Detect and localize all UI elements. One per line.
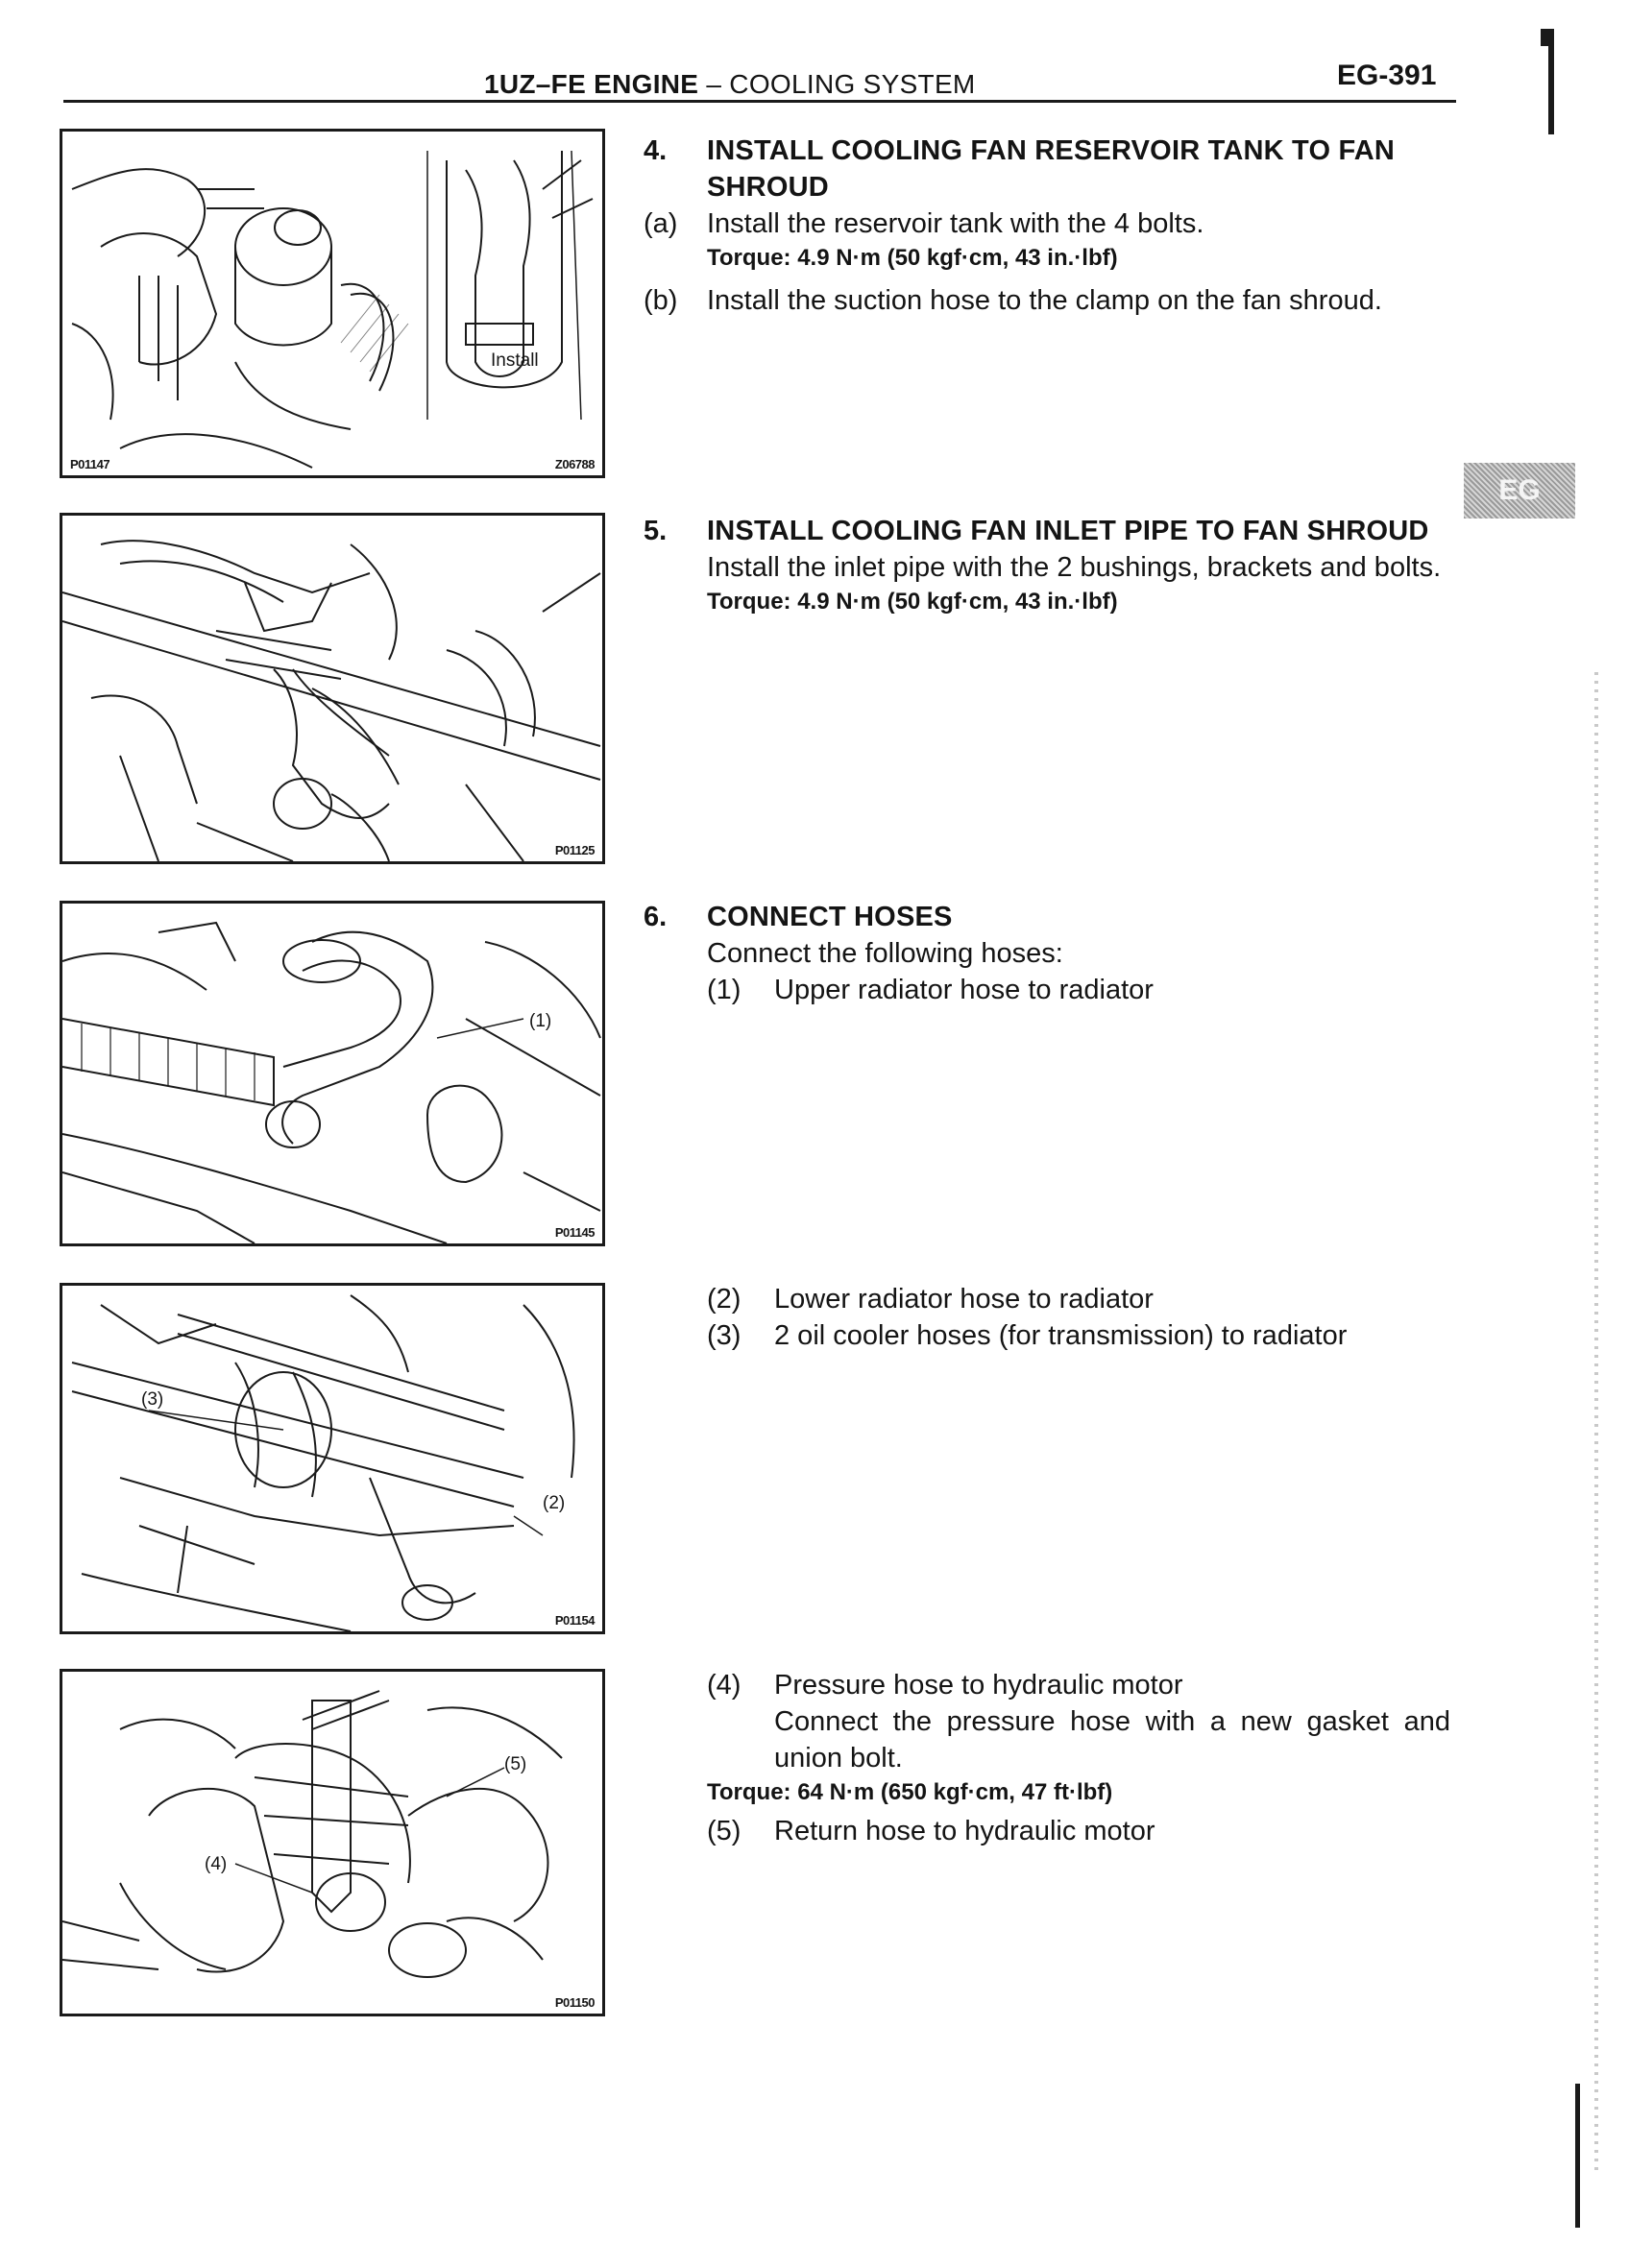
callout-2: (2) <box>543 1493 566 1513</box>
step-number: 6. <box>644 902 668 932</box>
step-6-items-2-3 <box>644 1281 1450 1354</box>
figure-code-left: P01147 <box>70 457 110 471</box>
title-engine: 1UZ–FE ENGINE <box>484 69 699 99</box>
torque-spec: Torque: 4.9 N·m (50 kgf·cm, 43 in.·lbf) <box>707 245 1118 271</box>
figure-code: P01145 <box>554 1225 595 1240</box>
figure-inlet-pipe <box>60 513 605 864</box>
figure-reservoir-tank <box>60 129 605 478</box>
substep-label: (b) <box>644 285 678 316</box>
section-tab: EG <box>1464 463 1575 519</box>
step-intro: Connect the following hoses: <box>707 938 1063 969</box>
callout-3: (3) <box>141 1389 164 1410</box>
bottom-edge-mark <box>1575 2084 1580 2228</box>
page-title <box>484 69 976 100</box>
torque-spec: Torque: 64 N·m (650 kgf·cm, 47 ft·lbf) <box>707 1779 1113 1805</box>
figure-upper-hose <box>60 901 605 1246</box>
title-section: – COOLING SYSTEM <box>698 69 976 99</box>
step-heading: INSTALL COOLING FAN RESERVOIR TANK TO FAN SHROUD <box>707 135 1396 203</box>
item-text: Lower radiator hose to radiator <box>774 1284 1154 1315</box>
figure-hydraulic-motor <box>60 1669 605 2016</box>
step-6 <box>644 899 1450 1008</box>
item-label: (5) <box>707 1816 742 1846</box>
step-5 <box>644 513 1450 618</box>
binding-edge-dots <box>1594 672 1598 2170</box>
item-label: (4) <box>707 1670 742 1701</box>
figure-code-right: Z06788 <box>554 457 595 471</box>
reservoir-tank-illustration <box>62 132 602 475</box>
substep-text: Install the reservoir tank with the 4 bolts. <box>707 208 1204 239</box>
item-label: (2) <box>707 1284 742 1315</box>
step-4 <box>644 133 1450 319</box>
torque-spec: Torque: 4.9 N·m (50 kgf·cm, 43 in.·lbf) <box>707 589 1118 615</box>
step-6-items-4-5 <box>644 1667 1450 1849</box>
item-label: (1) <box>707 975 742 1005</box>
item-text: Return hose to hydraulic motor <box>774 1816 1155 1846</box>
header-rule <box>63 100 1456 103</box>
step-text: Install the inlet pipe with the 2 bushings, brackets and bolts. <box>707 552 1442 583</box>
step-number: 4. <box>644 135 668 166</box>
item-text: 2 oil cooler hoses (for transmission) to radiator <box>774 1320 1348 1351</box>
inlet-pipe-illustration <box>62 516 602 861</box>
substep-label: (a) <box>644 208 678 239</box>
page-code: EG-391 <box>1337 60 1437 91</box>
figure-code: P01125 <box>554 843 595 857</box>
figure-code: P01150 <box>554 1995 595 2010</box>
corner-bar <box>1548 29 1554 134</box>
figure-lower-hoses <box>60 1283 605 1634</box>
lower-radiator-hose-illustration <box>62 1286 602 1631</box>
figure-code: P01154 <box>554 1613 595 1628</box>
item-label: (3) <box>707 1320 742 1351</box>
callout-4: (4) <box>205 1854 228 1874</box>
item-text: Upper radiator hose to radiator <box>774 975 1154 1005</box>
callout-1: (1) <box>529 1011 552 1031</box>
substep-text: Install the suction hose to the clamp on the fan shroud. <box>707 285 1382 316</box>
upper-radiator-hose-illustration <box>62 904 602 1243</box>
step-number: 5. <box>644 516 668 546</box>
item-text: Pressure hose to hydraulic motor <box>774 1670 1183 1701</box>
hydraulic-motor-illustration <box>62 1672 602 2014</box>
step-heading: CONNECT HOSES <box>707 902 953 932</box>
callout-5: (5) <box>504 1754 527 1774</box>
step-heading: INSTALL COOLING FAN INLET PIPE TO FAN SHROUD <box>707 516 1429 546</box>
label-install: Install <box>491 350 539 371</box>
item-detail: Connect the pressure hose with a new gasket and union bolt. <box>774 1706 1450 1773</box>
